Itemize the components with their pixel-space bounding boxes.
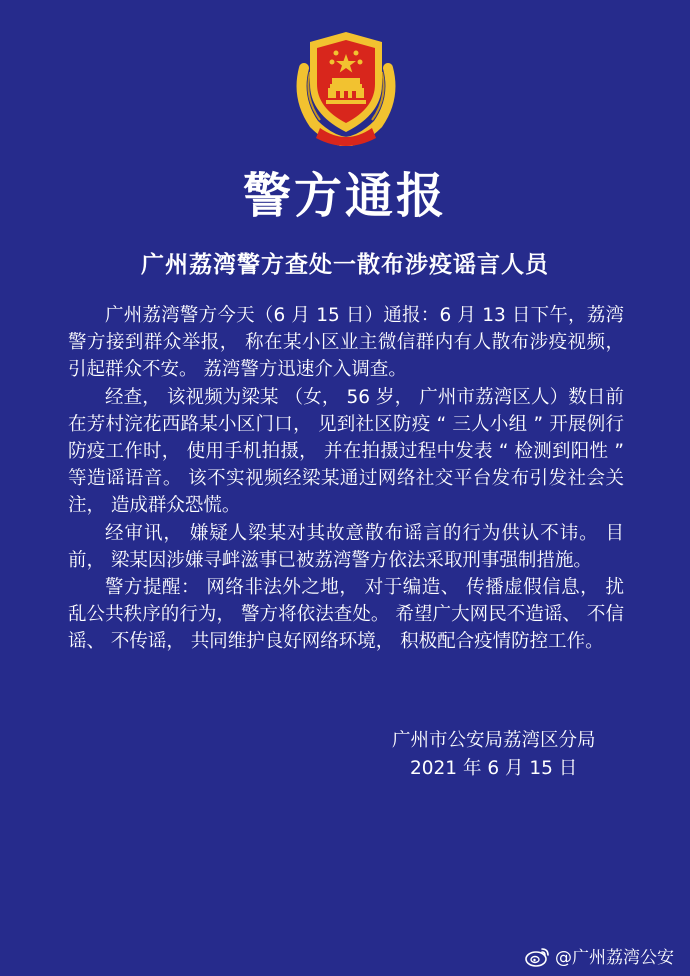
paragraph: 广州荔湾警方今天（6 月 15 日）通报：6 月 13 日下午，荔湾警方接到群众举报， 称在某小区业主微信群内有人散布涉疫视频， 引起群众不安。 荔湾警方迅速介入调查。 xyxy=(68,305,624,381)
page-subtitle: 广州荔湾警方查处一散布涉疫谣言人员 xyxy=(141,252,549,278)
weibo-icon xyxy=(525,945,551,967)
police-emblem-icon xyxy=(290,28,402,146)
signature-date: 2021 年 6 月 15 日 xyxy=(410,758,578,779)
paragraph: 经查， 该视频为梁某 （女， 56 岁， 广州市荔湾区人）数日前在芳村浣花西路某小区门口， 见到社区防疫 “ 三人小组 ” 开展例行防疫工作时， 使用手机拍摄， 并在拍摄过程中发表 “ 检测到阳性 ” 等造谣语音。 该不实视频经梁某通过网络社交平台发布引发社会关注， 造成群众恐慌。 xyxy=(68,386,624,517)
paragraph: 经审讯， 嫌疑人梁某对其故意散布谣言的行为供认不讳。 目前， 梁某因涉嫌寻衅滋事已被荔湾警方依法采取刑事强制措施。 xyxy=(68,522,624,571)
paragraph: 警方提醒： 网络非法外之地， 对于编造、 传播虚假信息， 扰乱公共秩序的行为， 警方将依法查处。 希望广大网民不造谣、 不信谣、 不传谣， 共同维护良好网络环境， 积极配合疫情防控工作。 xyxy=(68,577,624,653)
notice-body xyxy=(68,302,624,656)
watermark-text[interactable]: @广州荔湾公安 xyxy=(555,948,674,968)
weibo-watermark xyxy=(525,943,674,968)
signature-org: 广州市公安局荔湾区分局 xyxy=(392,730,596,751)
page-title: 警方通报 xyxy=(242,168,447,224)
